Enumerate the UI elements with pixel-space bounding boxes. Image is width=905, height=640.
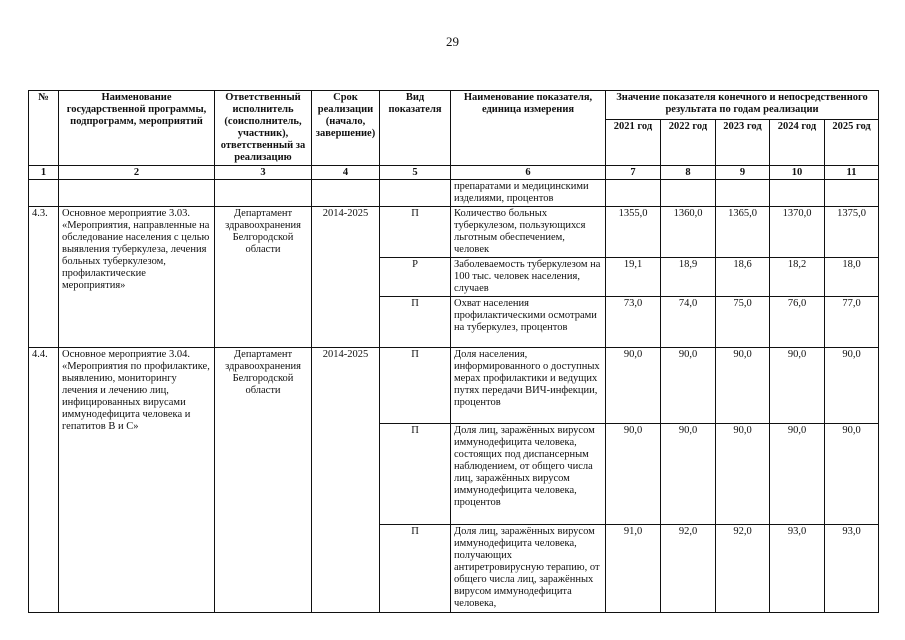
responsible-cell: Департамент здравоохранения Белгородской области	[215, 207, 312, 348]
header-type: Вид показателя	[380, 91, 451, 166]
activity-name: Основное мероприятие 3.03. «Мероприятия, направленные на обследование населения с целью выявления туберкулеза, лечения больных туберкулезом, профилактические мероприятия»	[59, 207, 215, 348]
value-cell: 90,0	[661, 348, 716, 424]
term-cell: 2014-2025	[312, 207, 380, 348]
value-cell: 92,0	[661, 525, 716, 613]
value-cell: 90,0	[716, 424, 770, 525]
header-year-2022: 2022 год	[661, 119, 716, 165]
value-cell: 18,9	[661, 258, 716, 297]
indicator-cell: Заболеваемость туберкулезом на 100 тыс. человек населения, случаев	[451, 258, 606, 297]
value-cell: 1370,0	[770, 207, 825, 258]
col-number: 7	[606, 166, 661, 180]
indicator-cell: препаратами и медицинскими изделиями, процентов	[451, 180, 606, 207]
activity-name: Основное мероприятие 3.04. «Мероприятия по профилактике, выявлению, мониторингу лечения и лечению лиц, инфицированных вирусами иммунодефицита человека и гепатитов В и С»	[59, 348, 215, 613]
col-number: 5	[380, 166, 451, 180]
indicator-cell: Количество больных туберкулезом, пользующихся льготным обеспечением, человек	[451, 207, 606, 258]
header-year-2025: 2025 год	[825, 119, 879, 165]
col-number: 2	[59, 166, 215, 180]
page-number: 29	[446, 34, 459, 49]
col-number: 11	[825, 166, 879, 180]
indicators-table	[28, 90, 879, 613]
value-cell: 18,2	[770, 258, 825, 297]
value-cell: 90,0	[770, 348, 825, 424]
table-row	[29, 348, 879, 424]
value-cell: 76,0	[770, 297, 825, 348]
value-cell: 90,0	[770, 424, 825, 525]
value-cell: 18,0	[825, 258, 879, 297]
type-cell: Р	[380, 258, 451, 297]
header-values: Значение показателя конечного и непосредственного результата по годам реализации	[606, 91, 879, 120]
col-number: 1	[29, 166, 59, 180]
header-year-2023: 2023 год	[716, 119, 770, 165]
header-name: Наименование государственной программы, подпрограмм, мероприятий	[59, 91, 215, 166]
type-cell: П	[380, 348, 451, 424]
value-cell: 90,0	[716, 348, 770, 424]
value-cell: 19,1	[606, 258, 661, 297]
indicator-cell: Охват населения профилактическими осмотрами на туберкулез, процентов	[451, 297, 606, 348]
type-cell: П	[380, 424, 451, 525]
table-row	[29, 207, 879, 258]
header-year-2021: 2021 год	[606, 119, 661, 165]
indicator-cell: Доля населения, информированного о доступных мерах профилактики и ведущих путях передачи ВИЧ-инфекции, процентов	[451, 348, 606, 424]
col-number: 9	[716, 166, 770, 180]
value-cell: 90,0	[661, 424, 716, 525]
value-cell: 90,0	[825, 348, 879, 424]
column-numbers-row	[29, 166, 879, 180]
value-cell: 93,0	[825, 525, 879, 613]
value-cell: 75,0	[716, 297, 770, 348]
term-cell: 2014-2025	[312, 348, 380, 613]
row-number: 4.4.	[29, 348, 59, 613]
type-cell: П	[380, 525, 451, 613]
value-cell: 93,0	[770, 525, 825, 613]
value-cell: 77,0	[825, 297, 879, 348]
value-cell: 90,0	[606, 348, 661, 424]
value-cell: 1355,0	[606, 207, 661, 258]
header-responsible: Ответственный исполнитель (соисполнитель, участник), ответственный за реализацию	[215, 91, 312, 166]
value-cell: 73,0	[606, 297, 661, 348]
col-number: 3	[215, 166, 312, 180]
value-cell: 1365,0	[716, 207, 770, 258]
value-cell: 92,0	[716, 525, 770, 613]
header-no: №	[29, 91, 59, 166]
value-cell: 1375,0	[825, 207, 879, 258]
value-cell: 18,6	[716, 258, 770, 297]
header-indicator: Наименование показателя, единица измерения	[451, 91, 606, 166]
value-cell: 90,0	[606, 424, 661, 525]
header-year-2024: 2024 год	[770, 119, 825, 165]
type-cell: П	[380, 297, 451, 348]
type-cell: П	[380, 207, 451, 258]
value-cell: 1360,0	[661, 207, 716, 258]
indicator-cell: Доля лиц, заражённых вирусом иммунодефицита человека, получающих антиретровирусную терапию, от общего числа лиц, заражённых вирусом иммунодефицита человека,	[451, 525, 606, 613]
col-number: 10	[770, 166, 825, 180]
col-number: 8	[661, 166, 716, 180]
value-cell: 90,0	[825, 424, 879, 525]
table-row	[29, 180, 879, 207]
row-number: 4.3.	[29, 207, 59, 348]
indicator-cell: Доля лиц, заражённых вирусом иммунодефицита человека, состоящих под диспансерным наблюдением, от общего числа лиц, заражённых вирусом иммунодефицита человека, процентов	[451, 424, 606, 525]
header-term: Срок реализации (начало, завершение)	[312, 91, 380, 166]
col-number: 6	[451, 166, 606, 180]
col-number: 4	[312, 166, 380, 180]
value-cell: 74,0	[661, 297, 716, 348]
responsible-cell: Департамент здравоохранения Белгородской области	[215, 348, 312, 613]
value-cell: 91,0	[606, 525, 661, 613]
